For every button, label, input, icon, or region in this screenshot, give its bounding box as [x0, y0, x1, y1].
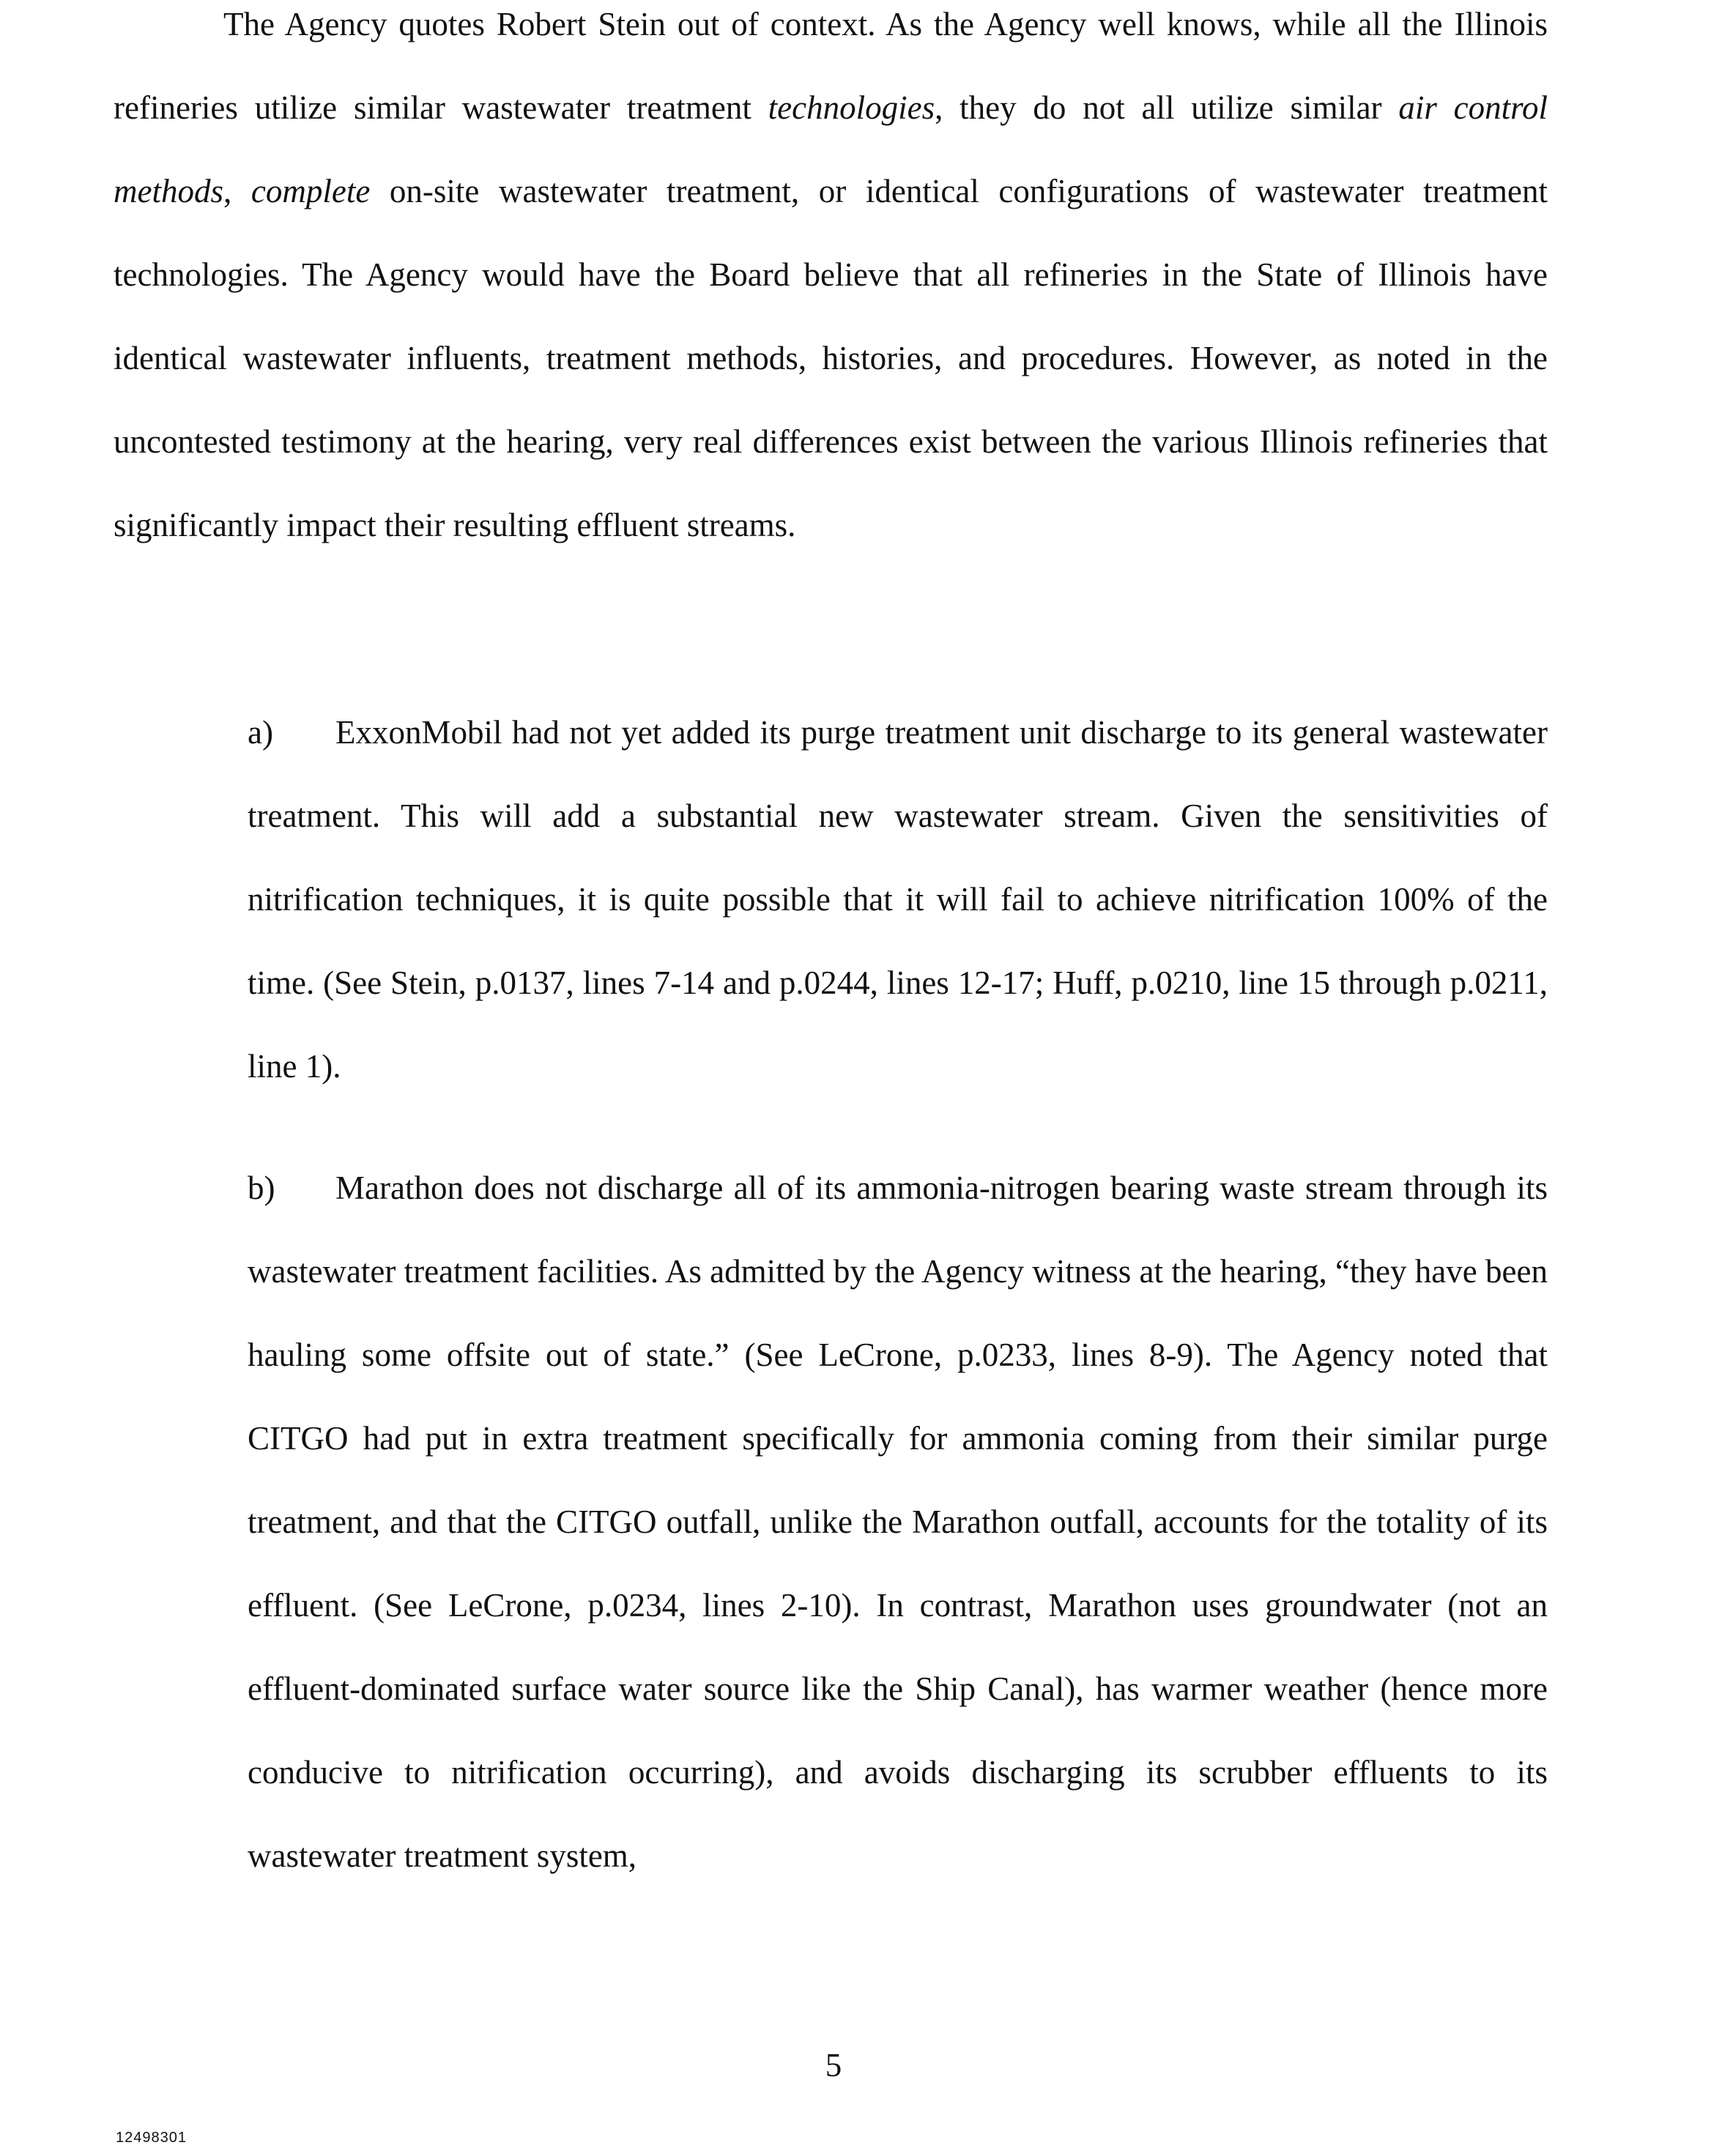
list-item-a-text: ExxonMobil had not yet added its purge treatment unit discharge to its general wastewater treatment. This will add a substantial new wastewater stream. Given the sensitivities of nitrification techniques, it is quite possible that it will fail to achieve nitrification 100% of the time. (See Stein, p.0137, lines 7-14 and p.0244, lines 12-17; Huff, p.0210, line 15 through p.0211, line 1). [248, 714, 1548, 1085]
list-item-b [248, 1146, 1548, 1897]
list-marker-a: a) [248, 714, 273, 751]
page-number: 5 [825, 2047, 842, 2083]
intro-emphasis-technologies: technologies [768, 89, 935, 126]
list-marker-b: b) [248, 1170, 275, 1206]
intro-text-3: , [223, 173, 251, 209]
intro-text-4: on-site wastewater treatment, or identical configurations of wastewater treatment technologies. The Agency would have the Board believe that all refineries in the State of Illinois have identical wastewater influents, treatment methods, histories, and procedures. However, as noted in the uncontested testimony at the hearing, very real differences exist between the various Illinois refineries that significantly impact their resulting effluent streams. [114, 173, 1548, 543]
list-item-b-text: Marathon does not discharge all of its ammonia-nitrogen bearing waste stream through its wastewater treatment facilities. As admitted by the Agency witness at the hearing, “they have been hauling some offsite out of state.” (See LeCrone, p.0233, lines 8-9). The Agency noted that CITGO had put in extra treatment specifically for ammonia coming from their similar purge treatment, and that the CITGO outfall, unlike the Marathon outfall, accounts for the totality of its effluent. (See LeCrone, p.0234, lines 2-10). In contrast, Marathon uses groundwater (not an effluent-dominated surface water source like the Ship Canal), has warmer weather (hence more conducive to nitrification occurring), and avoids discharging its scrubber effluents to its wastewater treatment system, [248, 1170, 1548, 1874]
document-id: 12498301 [116, 2130, 187, 2146]
intro-emphasis-air-control: air control methods [114, 89, 1548, 209]
list-item-a [248, 691, 1548, 1108]
intro-emphasis-complete: complete [250, 173, 371, 209]
intro-text-1: The Agency quotes Robert Stein out of context. As the Agency well knows, while all the Illinois refineries utilize similar wastewater treatment [114, 6, 1548, 126]
intro-text-2: , they do not all utilize similar [935, 89, 1399, 126]
intro-paragraph [114, 0, 1548, 567]
